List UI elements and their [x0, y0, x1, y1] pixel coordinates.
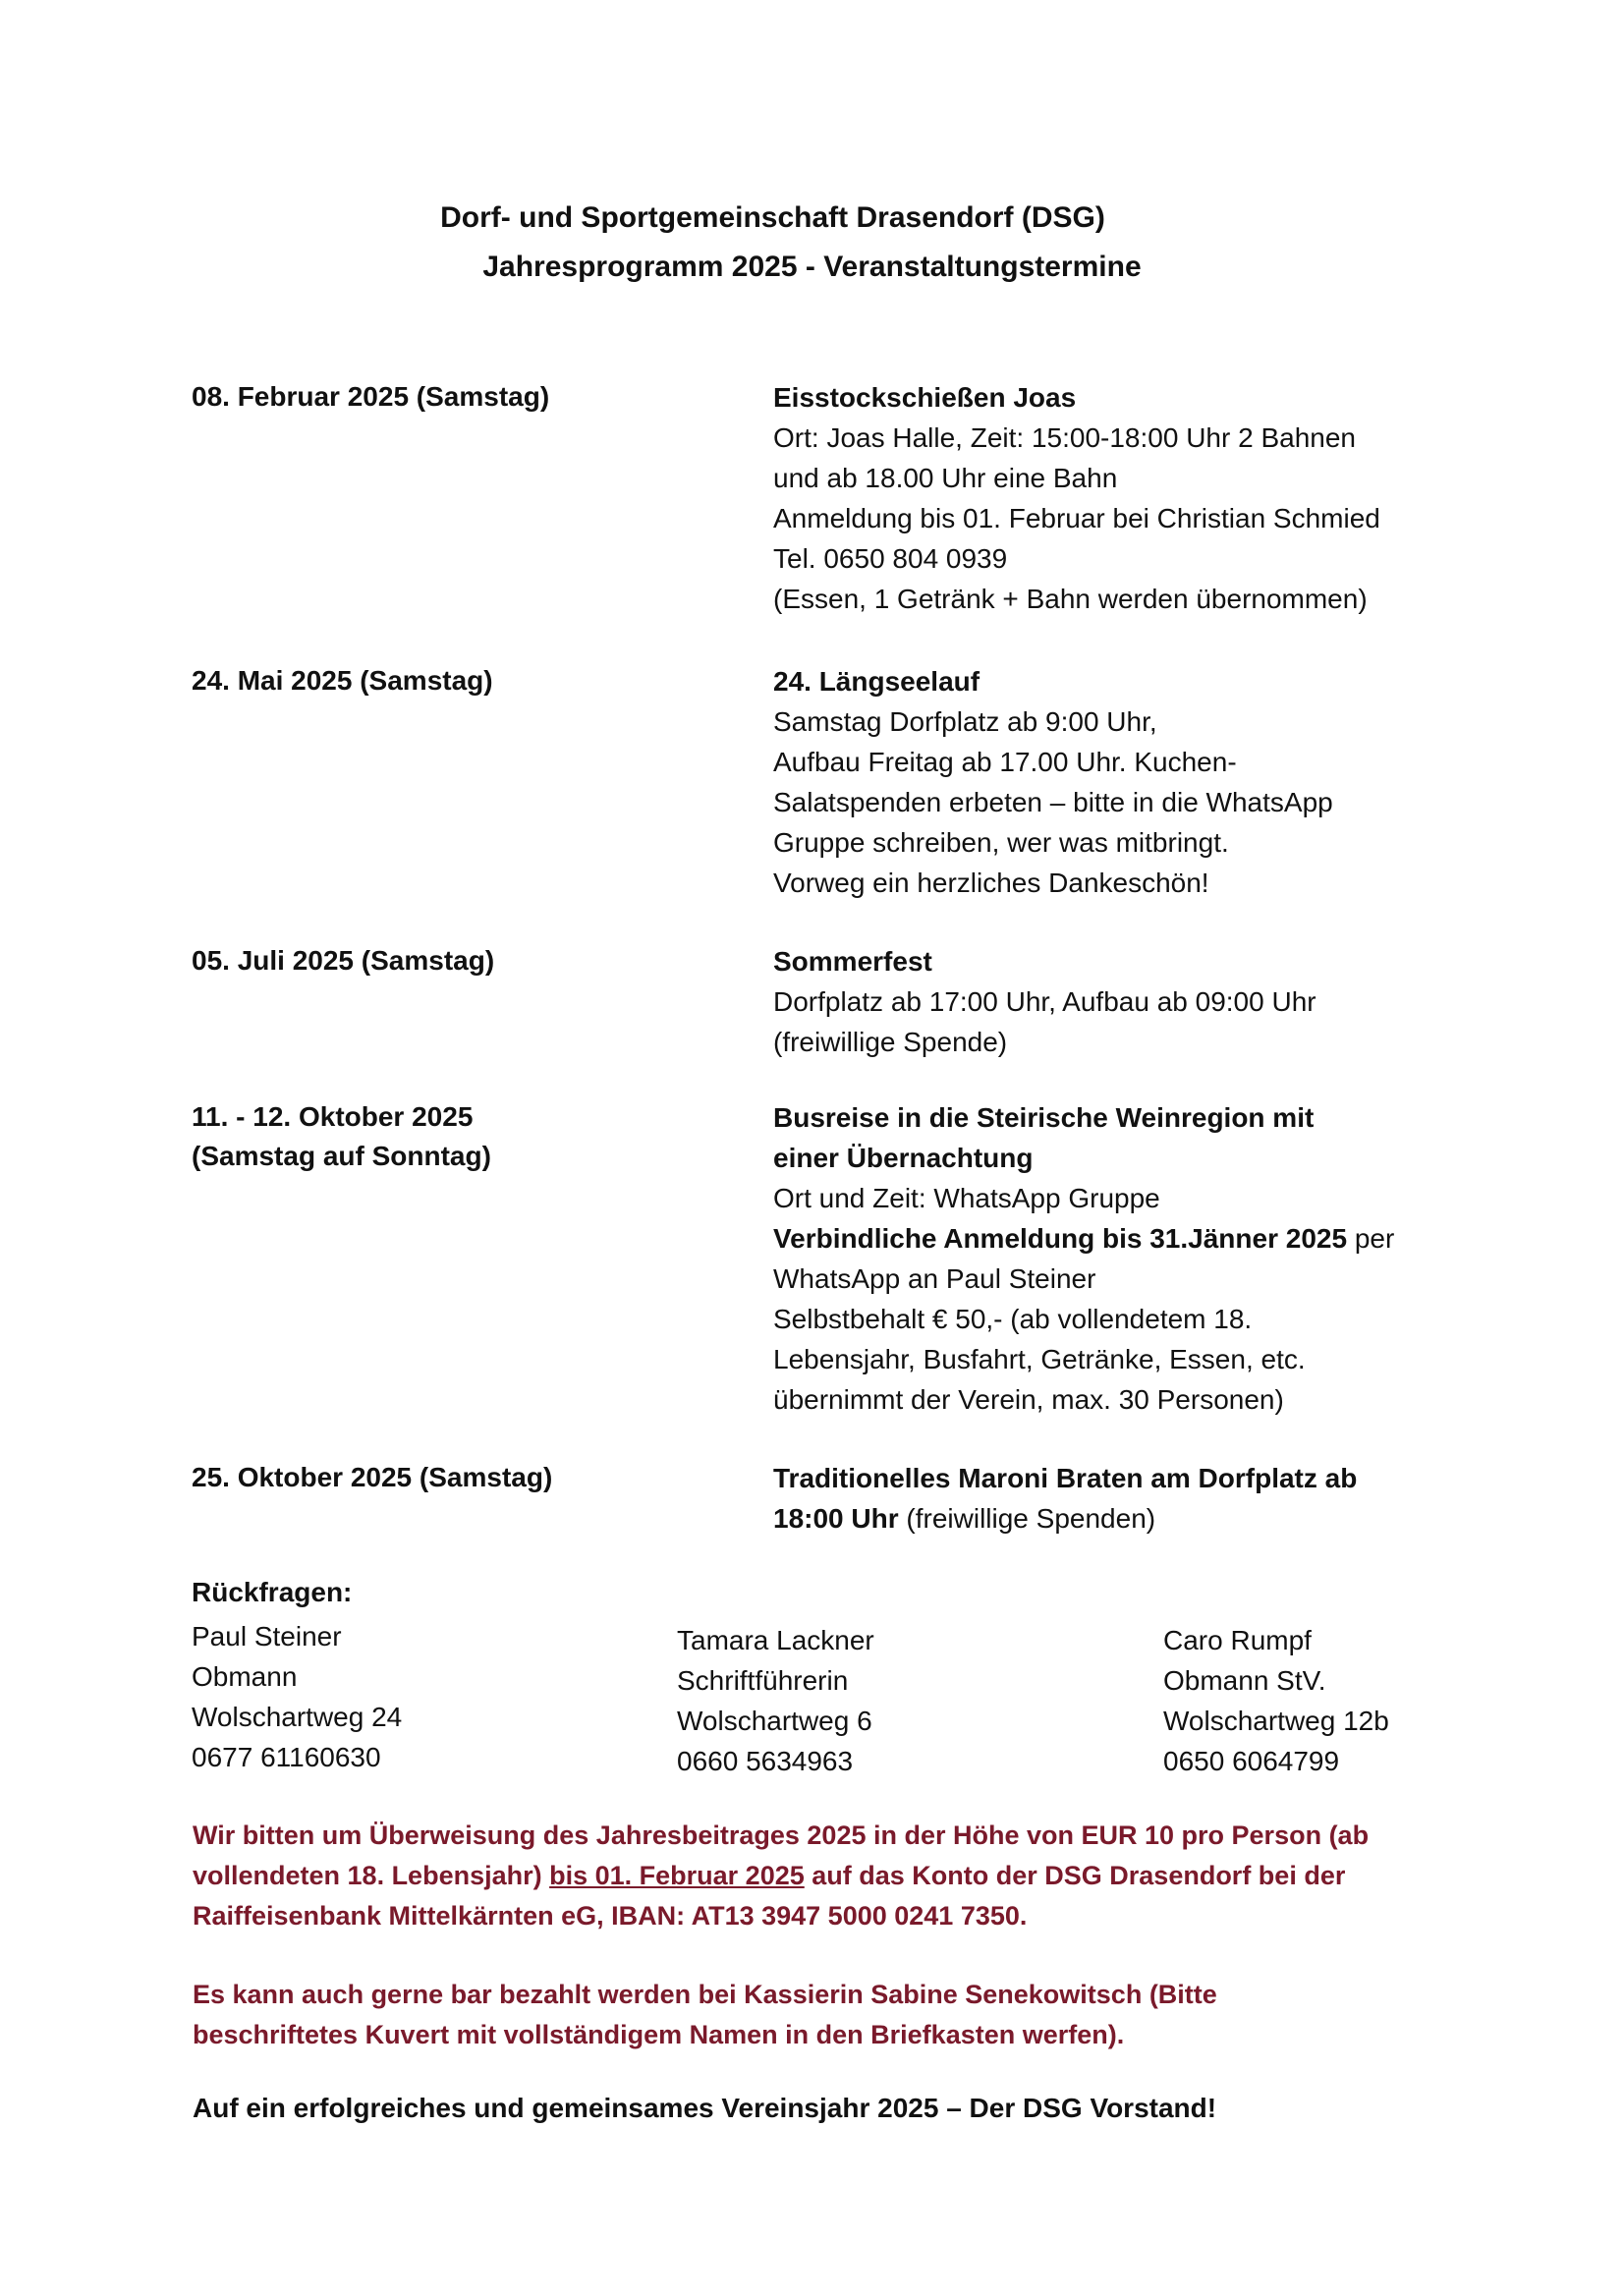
event-detail: Gruppe schreiben, wer was mitbringt. — [773, 827, 1229, 858]
event-detail: Ort und Zeit: WhatsApp Gruppe — [773, 1183, 1160, 1213]
event-date: 11. - 12. Oktober 2025 (Samstag auf Sonntag) — [192, 1101, 491, 1171]
event-detail: Selbstbehalt € 50,- (ab vollendetem 18. — [773, 1304, 1253, 1334]
contact-address: Wolschartweg 24 — [192, 1702, 403, 1732]
event-detail: (freiwillige Spende) — [773, 1027, 1008, 1057]
event-detail: WhatsApp an Paul Steiner — [773, 1263, 1096, 1294]
event-title: Busreise in die Steirische Weinregion mit — [773, 1102, 1315, 1133]
event-detail: Vorweg ein herzliches Dankeschön! — [773, 868, 1209, 898]
event-detail: Aufbau Freitag ab 17.00 Uhr. Kuchen- — [773, 747, 1237, 777]
event-title: Sommerfest — [773, 946, 932, 977]
contact-phone: 0677 61160630 — [192, 1742, 381, 1772]
cash-payment-note: Es kann auch gerne bar bezahlt werden bei Kassierin Sabine Senekowitsch (Bitte beschriftetes Kuvert mit vollständigem Namen in den Briefkasten werfen). — [193, 1980, 1217, 2049]
event-registration: Verbindliche Anmeldung bis 31.Jänner 2025 per — [773, 1223, 1395, 1254]
event-description — [773, 941, 1451, 1062]
event-detail: Salatspenden erbeten – bitte in die WhatsApp — [773, 787, 1333, 817]
org-title: Dorf- und Sportgemeinschaft Drasendorf (DSG) — [440, 201, 1105, 234]
contact-name: Caro Rumpf — [1163, 1625, 1312, 1655]
contact-role: Obmann StV. — [1163, 1665, 1326, 1696]
event-title: 24. Längseelauf — [773, 666, 980, 697]
event-title: Traditionelles Maroni Braten am Dorfplatz ab — [773, 1463, 1358, 1493]
event-date: 08. Februar 2025 (Samstag) — [192, 381, 550, 412]
contact-role: Obmann — [192, 1661, 298, 1692]
event-detail: Ort: Joas Halle, Zeit: 15:00-18:00 Uhr 2 Bahnen — [773, 422, 1356, 453]
contact-card — [192, 1616, 402, 1777]
event-detail: übernimmt der Verein, max. 30 Personen) — [773, 1384, 1284, 1415]
event-detail: Lebensjahr, Busfahrt, Getränke, Essen, etc. — [773, 1344, 1306, 1374]
contact-card — [677, 1620, 874, 1781]
contact-card — [1163, 1620, 1389, 1781]
contact-name: Tamara Lackner — [677, 1625, 874, 1655]
contact-address: Wolschartweg 6 — [677, 1706, 872, 1736]
contact-name: Paul Steiner — [192, 1621, 342, 1652]
contact-phone: 0660 5634963 — [677, 1746, 854, 1776]
event-date: 24. Mai 2025 (Samstag) — [192, 665, 493, 696]
event-date: 25. Oktober 2025 (Samstag) — [192, 1462, 553, 1492]
event-detail: Dorfplatz ab 17:00 Uhr, Aufbau ab 09:00 Uhr — [773, 986, 1316, 1017]
event-detail: Tel. 0650 804 0939 — [773, 543, 1008, 574]
contact-role: Schriftführerin — [677, 1665, 849, 1696]
program-subtitle: Jahresprogramm 2025 - Veranstaltungstermine — [482, 251, 1142, 283]
event-detail: (Essen, 1 Getränk + Bahn werden übernommen) — [773, 584, 1368, 614]
closing-line: Auf ein erfolgreiches und gemeinsames Vereinsjahr 2025 – Der DSG Vorstand! — [193, 2093, 1217, 2123]
event-description — [773, 661, 1451, 903]
event-title: Eisstockschießen Joas — [773, 382, 1077, 413]
payment-note: Wir bitten um Überweisung des Jahresbeitrages 2025 in der Höhe von EUR 10 pro Person (ab vollendeten 18. Lebensjahr) bis 01. Februar 2025 auf das Konto der DSG Drasendorf bei der Raiffeisenbank Mittelkärnten eG, IBAN: AT13 3947 5000 0241 7350. — [193, 1820, 1370, 1931]
payment-deadline: bis 01. Februar 2025 — [549, 1861, 805, 1890]
event-description — [773, 1097, 1451, 1420]
event-title-continued: 18:00 Uhr (freiwillige Spenden) — [773, 1503, 1156, 1534]
contacts-label: Rückfragen: — [192, 1577, 353, 1607]
contact-address: Wolschartweg 12b — [1163, 1706, 1389, 1736]
event-detail: Anmeldung bis 01. Februar bei Christian Schmied — [773, 503, 1380, 533]
event-description — [773, 1458, 1451, 1539]
event-detail: und ab 18.00 Uhr eine Bahn — [773, 463, 1118, 493]
event-detail: Samstag Dorfplatz ab 9:00 Uhr, — [773, 706, 1157, 737]
event-date: 05. Juli 2025 (Samstag) — [192, 945, 495, 976]
event-title: einer Übernachtung — [773, 1143, 1034, 1173]
contact-phone: 0650 6064799 — [1163, 1746, 1340, 1776]
event-description — [773, 377, 1451, 619]
